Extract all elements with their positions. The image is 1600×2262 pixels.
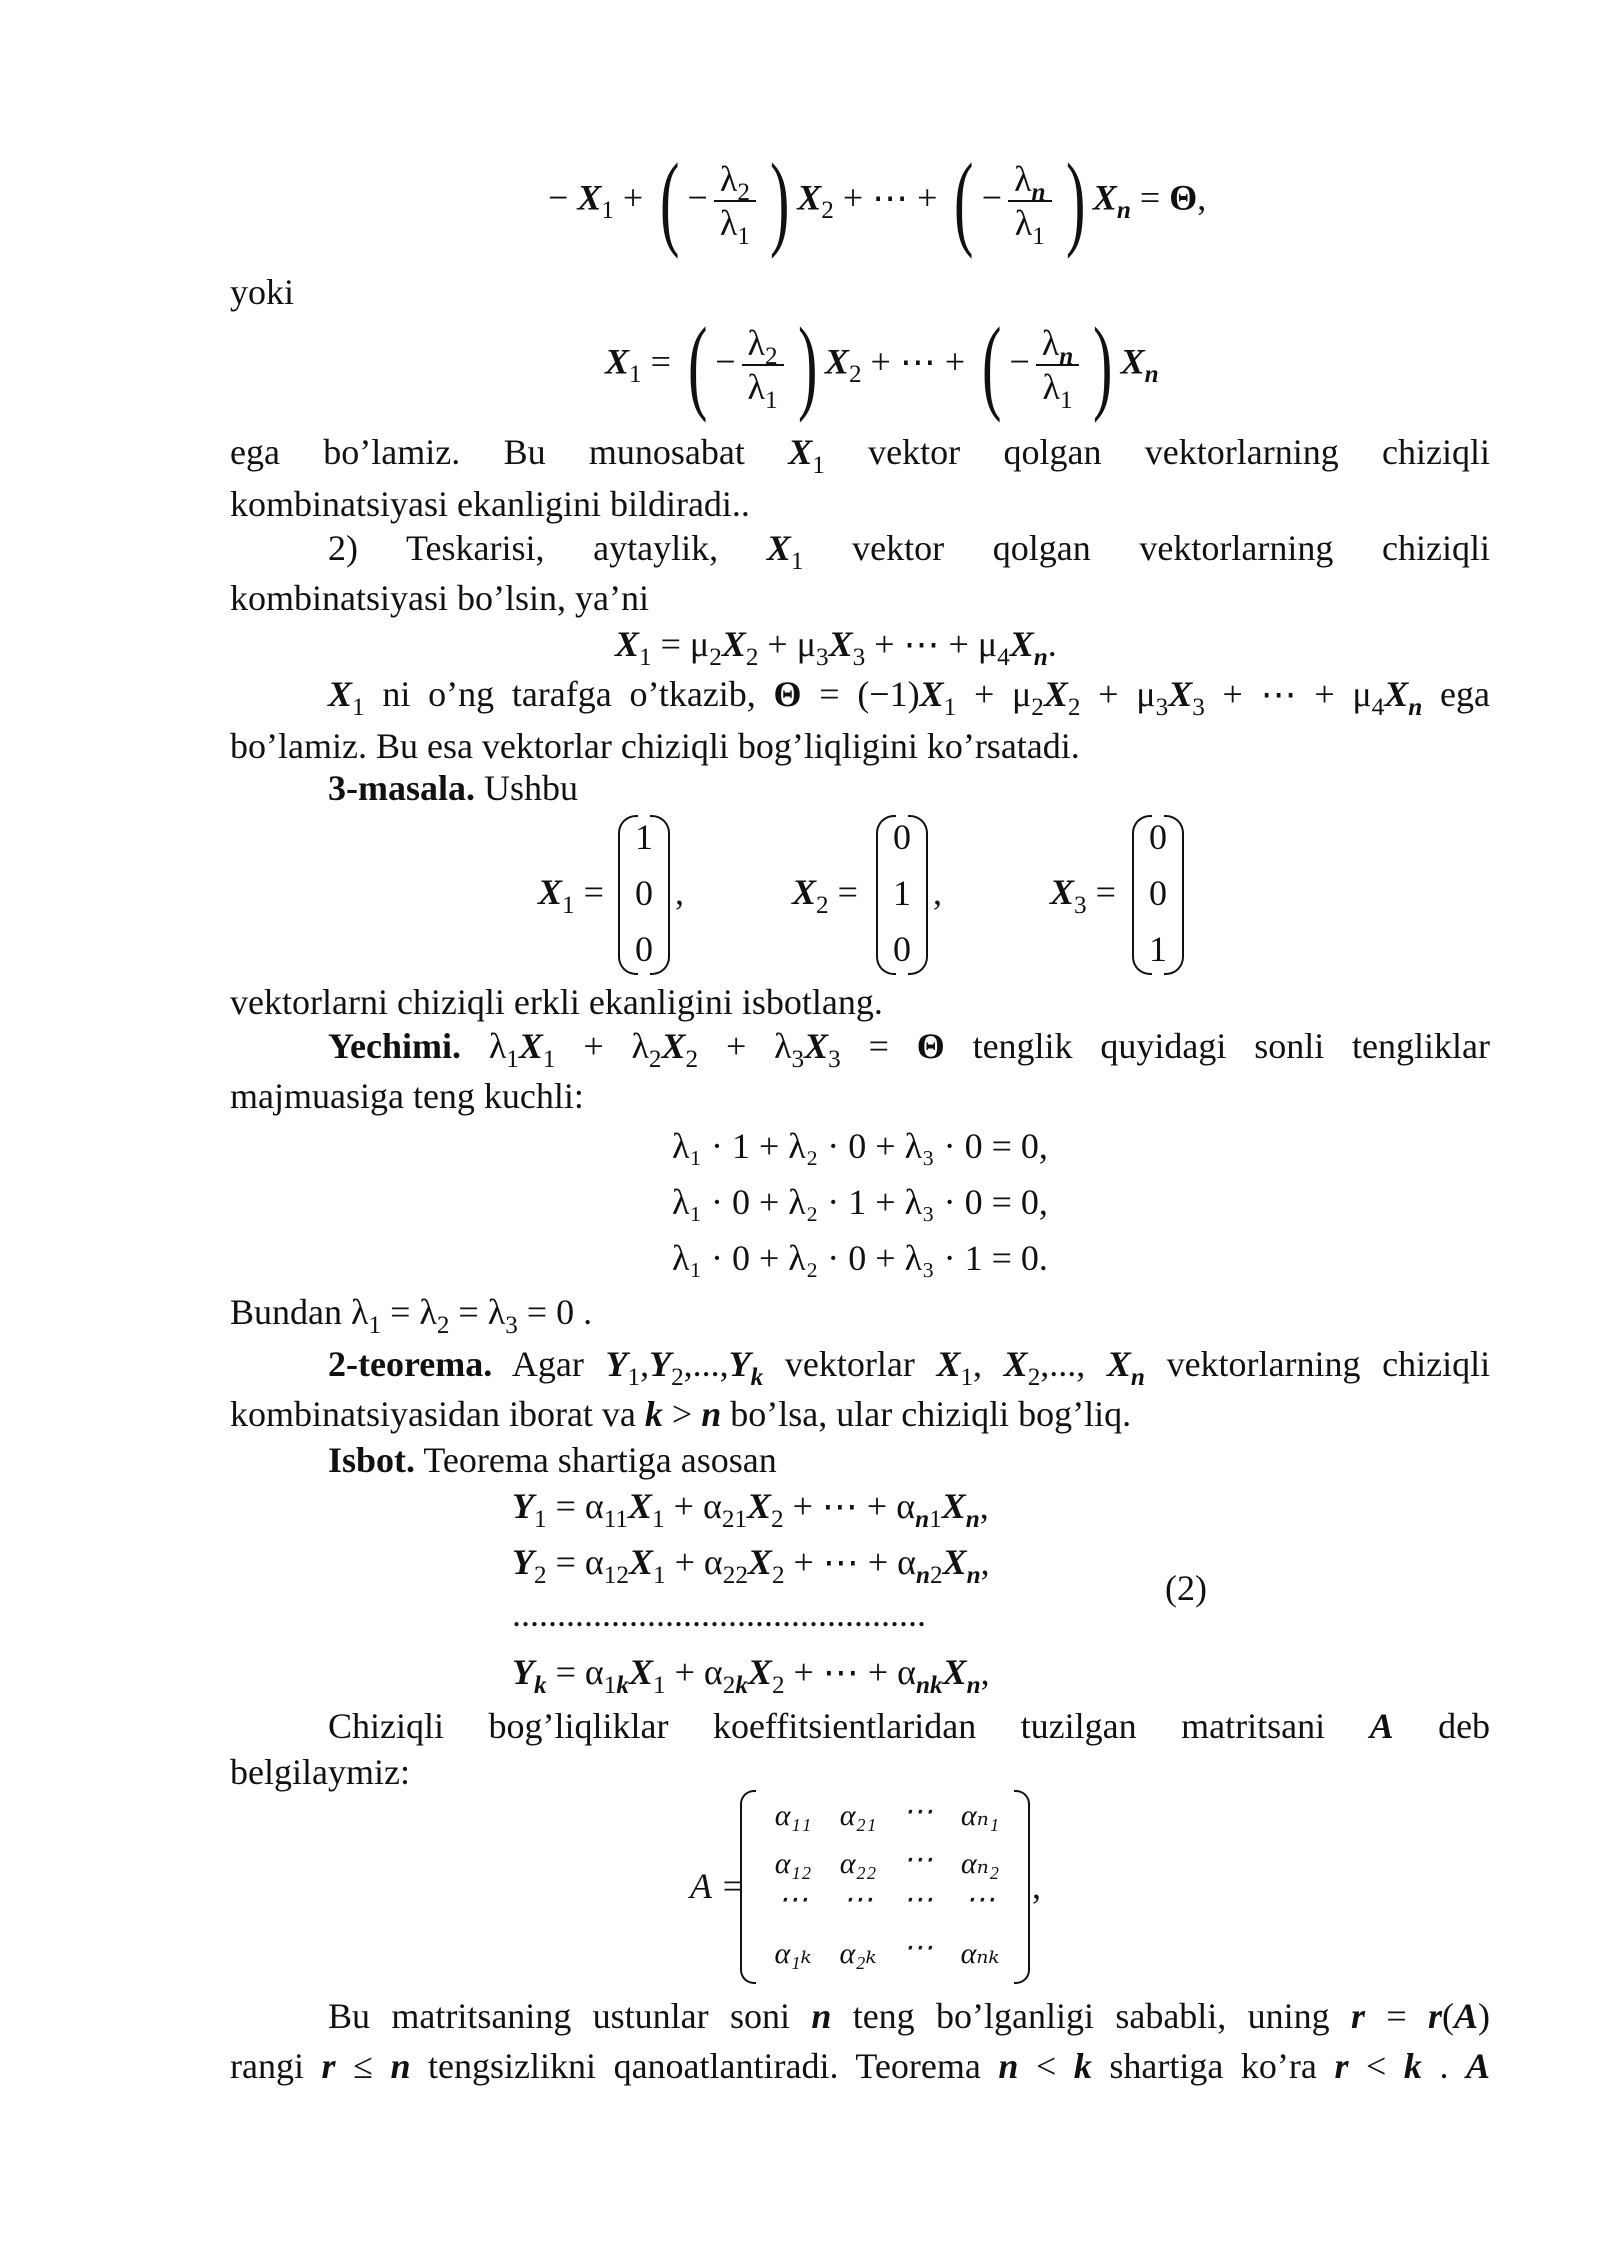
paragraph-line: kombinatsiyasidan iborat va k > n bo’lsa, ular chiziqli bog’liq. xyxy=(230,1394,1132,1434)
ellipsis-row: .............................................. xyxy=(512,1594,926,1634)
system-eq-2: λ₁ · 0 + λ₂ · 1 + λ₃ · 0 = 0, xyxy=(672,1182,1048,1222)
paragraph-line: $X_1$ ni o’ng tarafga o’tkazib, $\Theta = (-1)X_1 + \mu_2X_2 + \mu_3X_3$ + ⋯ + $\mu_4X_n$ ega xyxy=(328,674,1490,721)
y-eq-2: $Y_2 = \alpha_{12}X_1 + \alpha_{22}X_2$ + ⋯ + $\alpha_{n2}X_n$, xyxy=(512,1542,990,1589)
problem-heading xyxy=(328,766,578,810)
paragraph-line: belgilaymiz: xyxy=(230,1752,410,1792)
problem-text: Ushbu xyxy=(484,768,579,808)
document-page: − $X_1$ + ( − $\frac{\lambda_2}{\lambda_1}$ ) $X_2$ + ⋯ + ( − $\frac{\lambda_n}{\lambda_1}$ ) $X_n = \Theta$, yoki $X_1$ = ( − $\frac{\lambda_2}{\lambda_1}$ ) $X_2$ + ⋯ + ( − $\frac{\lambda_n}{\lambda_1}$ ) $X_n$ ega bo’lamiz. Bu munosabat $X_1$ vektor qolgan vektorlarning chiziqli kombinatsiyasi ekanligini bildiradi.. 2) Teskarisi, aytaylik, $X_1$ vektor qolgan vektorlarning chiziqli kombinatsiyasi bo’lsin, ya’ni $X_1 = \mu_2X_2 + \mu_3X_3$ + ⋯ + $\mu_4X_n$. $X_1$ ni o’ng tarafga o’tkazib, $\Theta = (-1)X_1 + \mu_2X_2 + \mu_3X_3$ + ⋯ + $\mu_4X_n$ ega bo’lamiz. Bu esa vektorlar chiziqli bog’liqligini ko’rsatadi. 3-masala. Ushbu $X_1$ = 1 0 0 , $X_2$ = 0 1 0 , $X_3$ = 0 0 1 vektorlarni chiziqli erkli ekanligini isbotlang. Yechimi. $\lambda_1X_1 + \lambda_2X_2 + \lambda_3X_3 = \Theta$ tenglik quyidagi sonli tengliklar majmuasiga teng kuchli: λ₁ · 1 + λ₂ · 0 + λ₃ · 0 = 0, λ₁ · 0 + λ₂ · 1 + λ₃ · 0 = 0, λ₁ · 0 + λ₂ · 0 + λ₃ · 1 = 0. Bundan $\lambda_1 = \lambda_2 = \lambda_3 = 0$ . 2-teorema. Agar $Y_1,Y_2,...,Y_k$ vektorlar $X_1$, $X_2$,..., $X_n$ vektorlarning chiziqli kombinatsiyasidan iborat va k > n bo’lsa, ular chiziqli bog’liq. Isbot. Teorema shartiga asosan $Y_1 = \alpha_{11}X_1 + \alpha_{21}X_2$ + ⋯ + $\alpha_{n1}X_n$, $Y_2 = \alpha_{12}X_1 + \alpha_{22}X_2$ + ⋯ + $\alpha_{n2}X_n$, (2) .............................................. $Y_k = \alpha_{1k}X_1 + \alpha_{2k}X_2$ + ⋯ + $\alpha_{nk}X_n$, Chiziqli bog’liqliklar koeffitsientlaridan tuzilgan matritsani A deb belgilaymiz: A = α₁₁ α₂₁ ⋯ αₙ₁ α₁₂ α₂₂ ⋯ αₙ₂ ⋯ ⋯ ⋯ ⋯ α₁ₖ α₂ₖ ⋯ αₙₖ , Bu matritsaning ustunlar soni n teng bo’lganligi sababli, uning r = r(A) rangi r ≤ n tengsizlikni qanoatlantiradi. Teorema n < k shartiga ko’ra r < k . A xyxy=(230,142,1491,2086)
text-yoki: yoki xyxy=(230,272,295,312)
equation-1: − $X_1$ + ( − $\frac{\lambda_2}{\lambda_1}$ ) $X_2$ + ⋯ + ( − $\frac{\lambda_n}{\lambda_1}$ ) $X_n = \Theta$, xyxy=(548,142,1207,259)
vector-x3-label: $X_3$ = xyxy=(1050,872,1116,919)
paragraph-line: Bu matritsaning ustunlar soni n teng bo’lganligi sababli, uning r = r(A) xyxy=(328,1996,1491,2036)
paragraph-line: kombinatsiyasi ekanligini bildiradi.. xyxy=(230,484,750,524)
matrix-a: α₁₁ α₂₁ ⋯ αₙ₁ α₁₂ α₂₂ ⋯ αₙ₂ ⋯ ⋯ ⋯ ⋯ α₁ₖ α₂ₖ ⋯ αₙₖ xyxy=(740,1790,1030,1980)
paragraph-line: rangi r ≤ n tengsizlikni qanoatlantiradi. Teorema n < k shartiga ko’ra r < k . A xyxy=(230,2046,1491,2086)
equation-3: $X_1 = \mu_2X_2 + \mu_3X_3$ + ⋯ + $\mu_4X_n$. xyxy=(615,624,1057,671)
vector-x3: 0 0 1 xyxy=(1132,815,1184,971)
system-eq-1: λ₁ · 1 + λ₂ · 0 + λ₃ · 0 = 0, xyxy=(672,1126,1048,1166)
proof-heading: Isbot. Teorema shartiga asosan xyxy=(328,1440,777,1480)
theorem-line: 2-teorema. Agar $Y_1,Y_2,...,Y_k$ vektorlar $X_1$, $X_2$,..., $X_n$ vektorlarning chiziqli xyxy=(328,1344,1491,1391)
paragraph-line: majmuasiga teng kuchli: xyxy=(230,1076,584,1116)
equation-number: (2) xyxy=(1165,1568,1207,1608)
paragraph-line: vektorlarni chiziqli erkli ekanligini isbotlang. xyxy=(230,982,883,1022)
y-eq-k: $Y_k = \alpha_{1k}X_1 + \alpha_{2k}X_2$ + ⋯ + $\alpha_{nk}X_n$, xyxy=(512,1652,990,1699)
vector-x1: 1 0 0 xyxy=(618,815,670,971)
paragraph-line: kombinatsiyasi bo’lsin, ya’ni xyxy=(230,578,649,618)
paragraph-line: Chiziqli bog’liqliklar koeffitsientlaridan tuzilgan matritsani A deb xyxy=(328,1706,1491,1746)
vector-x2: 0 1 0 xyxy=(876,815,928,971)
vector-x1-label: $X_1$ = xyxy=(538,872,604,919)
problem-label: 3-masala. xyxy=(328,768,475,808)
paragraph-line: 2) Teskarisi, aytaylik, $X_1$ vektor qolgan vektorlarning chiziqli xyxy=(328,528,1490,575)
equation-2: $X_1$ = ( − $\frac{\lambda_2}{\lambda_1}$ ) $X_2$ + ⋯ + ( − $\frac{\lambda_n}{\lambda_1}$ ) $X_n$ xyxy=(605,306,1159,423)
paragraph-line: bo’lamiz. Bu esa vektorlar chiziqli bog’liqligini ko’rsatadi. xyxy=(230,726,1080,766)
system-eq-3: λ₁ · 0 + λ₂ · 0 + λ₃ · 1 = 0. xyxy=(672,1238,1048,1278)
vector-x2-label: $X_2$ = xyxy=(792,872,858,919)
y-eq-1: $Y_1 = \alpha_{11}X_1 + \alpha_{21}X_2$ + ⋯ + $\alpha_{n1}X_n$, xyxy=(512,1486,989,1533)
solution-line: Yechimi. $\lambda_1X_1 + \lambda_2X_2 + \lambda_3X_3 = \Theta$ tenglik quyidagi sonli tengliklar xyxy=(328,1026,1490,1073)
matrix-a-label: A = xyxy=(690,1866,745,1906)
paragraph-line: Bundan $\lambda_1 = \lambda_2 = \lambda_3 = 0$ . xyxy=(230,1292,593,1339)
paragraph-line: ega bo’lamiz. Bu munosabat $X_1$ vektor qolgan vektorlarning chiziqli xyxy=(230,432,1491,479)
